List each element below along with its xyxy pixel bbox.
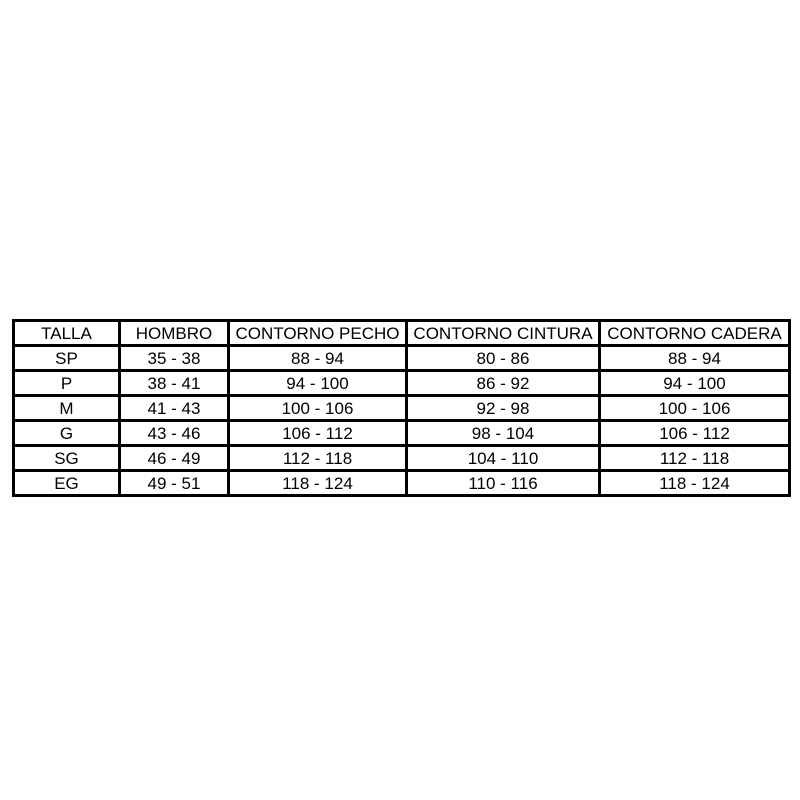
table-row-m bbox=[14, 396, 790, 421]
cell-cadera: 100 - 106 bbox=[600, 396, 790, 421]
table-row-g bbox=[14, 421, 790, 446]
column-header-contorno-pecho: CONTORNO PECHO bbox=[229, 321, 407, 346]
cell-cintura: 98 - 104 bbox=[407, 421, 600, 446]
table-row-p bbox=[14, 371, 790, 396]
cell-hombro: 49 - 51 bbox=[120, 471, 229, 496]
cell-pecho: 106 - 112 bbox=[229, 421, 407, 446]
table-row-eg bbox=[14, 471, 790, 496]
cell-talla: SP bbox=[14, 346, 120, 371]
cell-pecho: 100 - 106 bbox=[229, 396, 407, 421]
cell-hombro: 43 - 46 bbox=[120, 421, 229, 446]
cell-cintura: 110 - 116 bbox=[407, 471, 600, 496]
cell-talla: M bbox=[14, 396, 120, 421]
cell-cadera: 118 - 124 bbox=[600, 471, 790, 496]
cell-pecho: 88 - 94 bbox=[229, 346, 407, 371]
cell-pecho: 94 - 100 bbox=[229, 371, 407, 396]
cell-talla: P bbox=[14, 371, 120, 396]
column-header-hombro: HOMBRO bbox=[120, 321, 229, 346]
cell-talla: G bbox=[14, 421, 120, 446]
cell-cadera: 88 - 94 bbox=[600, 346, 790, 371]
cell-cadera: 112 - 118 bbox=[600, 446, 790, 471]
table-header-row bbox=[14, 321, 790, 346]
table-row-sp bbox=[14, 346, 790, 371]
cell-cintura: 92 - 98 bbox=[407, 396, 600, 421]
cell-hombro: 46 - 49 bbox=[120, 446, 229, 471]
cell-hombro: 38 - 41 bbox=[120, 371, 229, 396]
column-header-contorno-cadera: CONTORNO CADERA bbox=[600, 321, 790, 346]
cell-cintura: 80 - 86 bbox=[407, 346, 600, 371]
column-header-contorno-cintura: CONTORNO CINTURA bbox=[407, 321, 600, 346]
cell-talla: SG bbox=[14, 446, 120, 471]
cell-cintura: 86 - 92 bbox=[407, 371, 600, 396]
cell-pecho: 112 - 118 bbox=[229, 446, 407, 471]
table-row-sg bbox=[14, 446, 790, 471]
cell-talla: EG bbox=[14, 471, 120, 496]
cell-cadera: 106 - 112 bbox=[600, 421, 790, 446]
cell-hombro: 35 - 38 bbox=[120, 346, 229, 371]
column-header-talla: TALLA bbox=[14, 321, 120, 346]
cell-cintura: 104 - 110 bbox=[407, 446, 600, 471]
cell-cadera: 94 - 100 bbox=[600, 371, 790, 396]
size-chart-table bbox=[12, 319, 791, 497]
cell-pecho: 118 - 124 bbox=[229, 471, 407, 496]
cell-hombro: 41 - 43 bbox=[120, 396, 229, 421]
